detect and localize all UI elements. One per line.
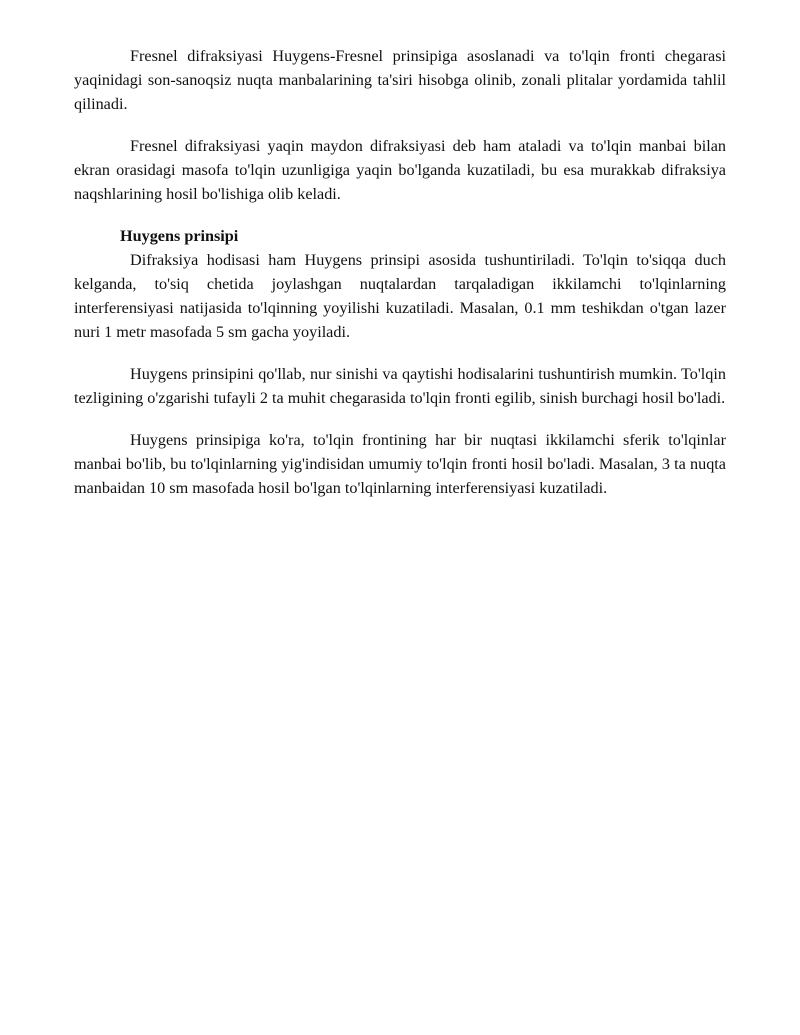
paragraph-near-field: Fresnel difraksiyasi yaqin maydon difraksiyasi deb ham ataladi va to'lqin manbai bilan ekran orasidagi masofa to'lqin uzunligiga yaqin bo'lganda kuzatiladi, bu esa murakkab difraksiya naqshlarining hosil bo'lishiga olib keladi. [74, 137, 726, 203]
paragraph-fresnel-principle: Fresnel difraksiyasi Huygens-Fresnel prinsipiga asoslanadi va to'lqin fronti chegarasi yaqinidagi son-sanoqsiz nuqta manbalarining ta'siri hisobga olinib, zonali plitalar yordamida tahlil qilinadi. [74, 47, 726, 113]
section-heading-huygens: Huygens prinsipi [120, 227, 239, 245]
paragraph-diffraction-huygens: Difraksiya hodisasi ham Huygens prinsipi asosida tushuntiriladi. To'lqin to'siqqa duch kelganda, to'siq chetida joylashgan nuqtalardan tarqaladigan ikkilamchi to'lqinlarning interferensiyasi natijasida to'lqinning yoyilishi kuzatiladi. Masalan, 0.1 mm teshikdan o'tgan lazer nuri 1 metr masofada 5 sm gacha yoyiladi. [74, 251, 726, 341]
paragraph-refraction-reflection: Huygens prinsipini qo'llab, nur sinishi va qaytishi hodisalarini tushuntirish mumkin. To'lqin tezligining o'zgarishi tufayli 2 ta muhit chegarasida to'lqin fronti egilib, sinish burchagi hosil bo'ladi. [74, 365, 726, 407]
document-page [74, 44, 726, 518]
paragraph-secondary-waves: Huygens prinsipiga ko'ra, to'lqin frontining har bir nuqtasi ikkilamchi sferik to'lqinlar manbai bo'lib, bu to'lqinlarning yig'indisidan umumiy to'lqin fronti hosil bo'ladi. Masalan, 3 ta nuqta manbaidan 10 sm masofada hosil bo'lgan to'lqinlarning interferensiyasi kuzatiladi. [74, 431, 726, 497]
